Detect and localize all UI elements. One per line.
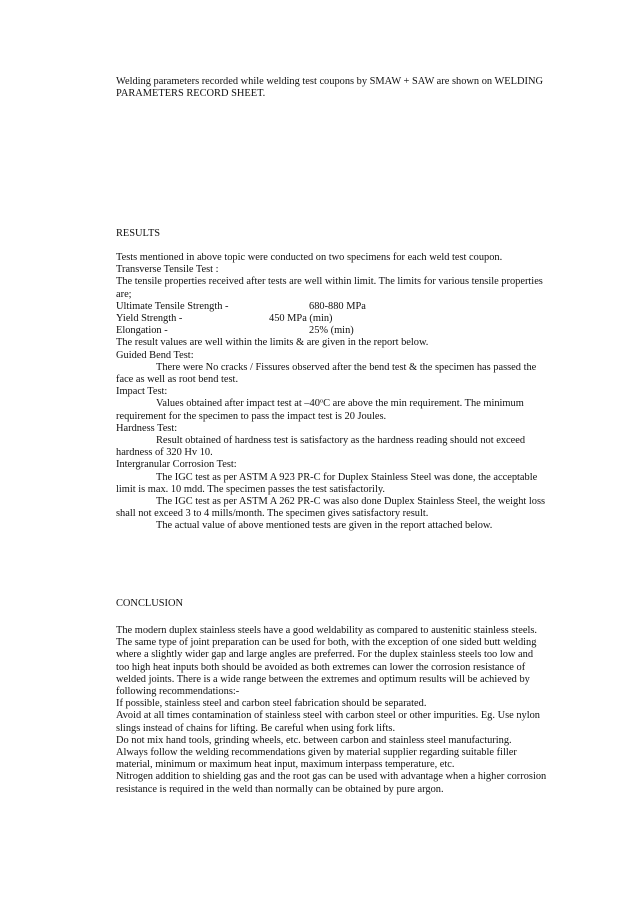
yield-label: Yield Strength - <box>116 313 183 324</box>
hardness-text: hardness of 320 Hv 10. <box>116 447 213 459</box>
conclusion-line: welded joints. There is a wide range between the extremes and optimum results will be achieved by <box>116 673 530 685</box>
results-intro: Tests mentioned in above topic were conducted on two specimens for each weld test coupon. <box>116 252 503 263</box>
tensile-text: are; <box>116 288 132 300</box>
conclusion-heading: CONCLUSION <box>116 598 183 609</box>
bend-heading: Guided Bend Test: <box>116 349 194 361</box>
within-limits-text: The result values are well within the limits & are given in the report below. <box>116 337 429 349</box>
tensile-heading: Transverse Tensile Test : <box>116 264 219 276</box>
impact-text-post: C are above the min requirement. The minimum <box>323 398 524 410</box>
results-heading: RESULTS <box>116 228 161 239</box>
conclusion-line: too high heat inputs both should be avoided as both extremes can lower the corrosion resistance of <box>116 661 526 673</box>
conclusion-line: Avoid at all times contamination of stainless steel with carbon steel or other impurities. Eg. Use nylon <box>116 710 541 722</box>
conclusion-section <box>116 598 564 610</box>
elongation-row <box>116 325 564 337</box>
uts-row <box>116 301 564 313</box>
igc-text: shall not exceed 3 to 4 mills/month. The specimen gives satisfactory result. <box>116 508 429 520</box>
igc-text: The IGC test as per ASTM A 262 PR-C was also done Duplex Stainless Steel, the weight loss <box>156 496 546 508</box>
impact-text-pre: Values obtained after impact test at –40 <box>156 398 320 410</box>
conclusion-line: The modern duplex stainless steels have a good weldability as compared to austenitic stainless steels. <box>116 625 538 636</box>
conclusion-body <box>116 625 564 796</box>
hardness-heading: Hardness Test: <box>116 422 178 434</box>
conclusion-line: Do not mix hand tools, grinding wheels, etc. between carbon and stainless steel manufacturing. <box>116 734 512 746</box>
igc-text: limit is max. 10 mdd. The specimen passes the test satisfactorily. <box>116 483 385 495</box>
conclusion-line: If possible, stainless steel and carbon steel fabrication should be separated. <box>116 698 427 710</box>
conclusion-line: resistance is required in the weld than normally can be obtained by pure argon. <box>116 783 444 795</box>
impact-text <box>116 398 564 410</box>
degree-symbol: o <box>319 397 324 405</box>
impact-heading: Impact Test: <box>116 386 168 398</box>
conclusion-line: The same type of joint preparation can be used for both, with the exception of one sided butt welding <box>116 637 537 649</box>
yield-value: 450 MPa (min) <box>269 313 333 324</box>
igc-heading: Intergranular Corrosion Test: <box>116 459 237 471</box>
elongation-value: 25% (min) <box>309 325 354 337</box>
igc-text: The actual value of above mentioned tests are given in the report attached below. <box>156 520 493 532</box>
intro-line: Welding parameters recorded while welding test coupons by SMAW + SAW are shown on WELDING <box>116 76 543 87</box>
conclusion-line: Nitrogen addition to shielding gas and the root gas can be used with advantage when a higher corrosion <box>116 771 547 783</box>
igc-text: The IGC test as per ASTM A 923 PR-C for Duplex Stainless Steel was done, the acceptable <box>156 471 538 483</box>
bend-text: There were No cracks / Fissures observed after the bend test & the specimen has passed the <box>156 361 537 373</box>
conclusion-line: material, minimum or maximum heat input, maximum interpass temperature, etc. <box>116 759 455 771</box>
conclusion-line: following recommendations:- <box>116 686 240 698</box>
yield-row <box>116 313 564 325</box>
conclusion-line: Always follow the welding recommendations given by material supplier regarding suitable filler <box>116 747 517 759</box>
uts-label: Ultimate Tensile Strength - <box>116 300 229 312</box>
results-body <box>116 252 564 533</box>
intro-line: PARAMETERS RECORD SHEET. <box>116 88 266 100</box>
impact-text: requirement for the specimen to pass the impact test is 20 Joules. <box>116 410 387 422</box>
tensile-text: The tensile properties received after tests are well within limit. The limits for various tensile properties <box>116 276 543 288</box>
conclusion-line: where a slightly wider gap and large angles are preferred. For the duplex stainless steels too low and <box>116 649 534 661</box>
results-section <box>116 228 564 240</box>
elongation-label: Elongation - <box>116 325 168 337</box>
conclusion-line: slings instead of chains for lifting. Be careful when using fork lifts. <box>116 722 396 734</box>
hardness-text: Result obtained of hardness test is satisfactory as the hardness reading should not exceed <box>156 435 526 446</box>
uts-value: 680-880 MPa <box>309 300 366 312</box>
bend-text: face as well as root bend test. <box>116 373 239 385</box>
intro-paragraph <box>116 76 564 100</box>
